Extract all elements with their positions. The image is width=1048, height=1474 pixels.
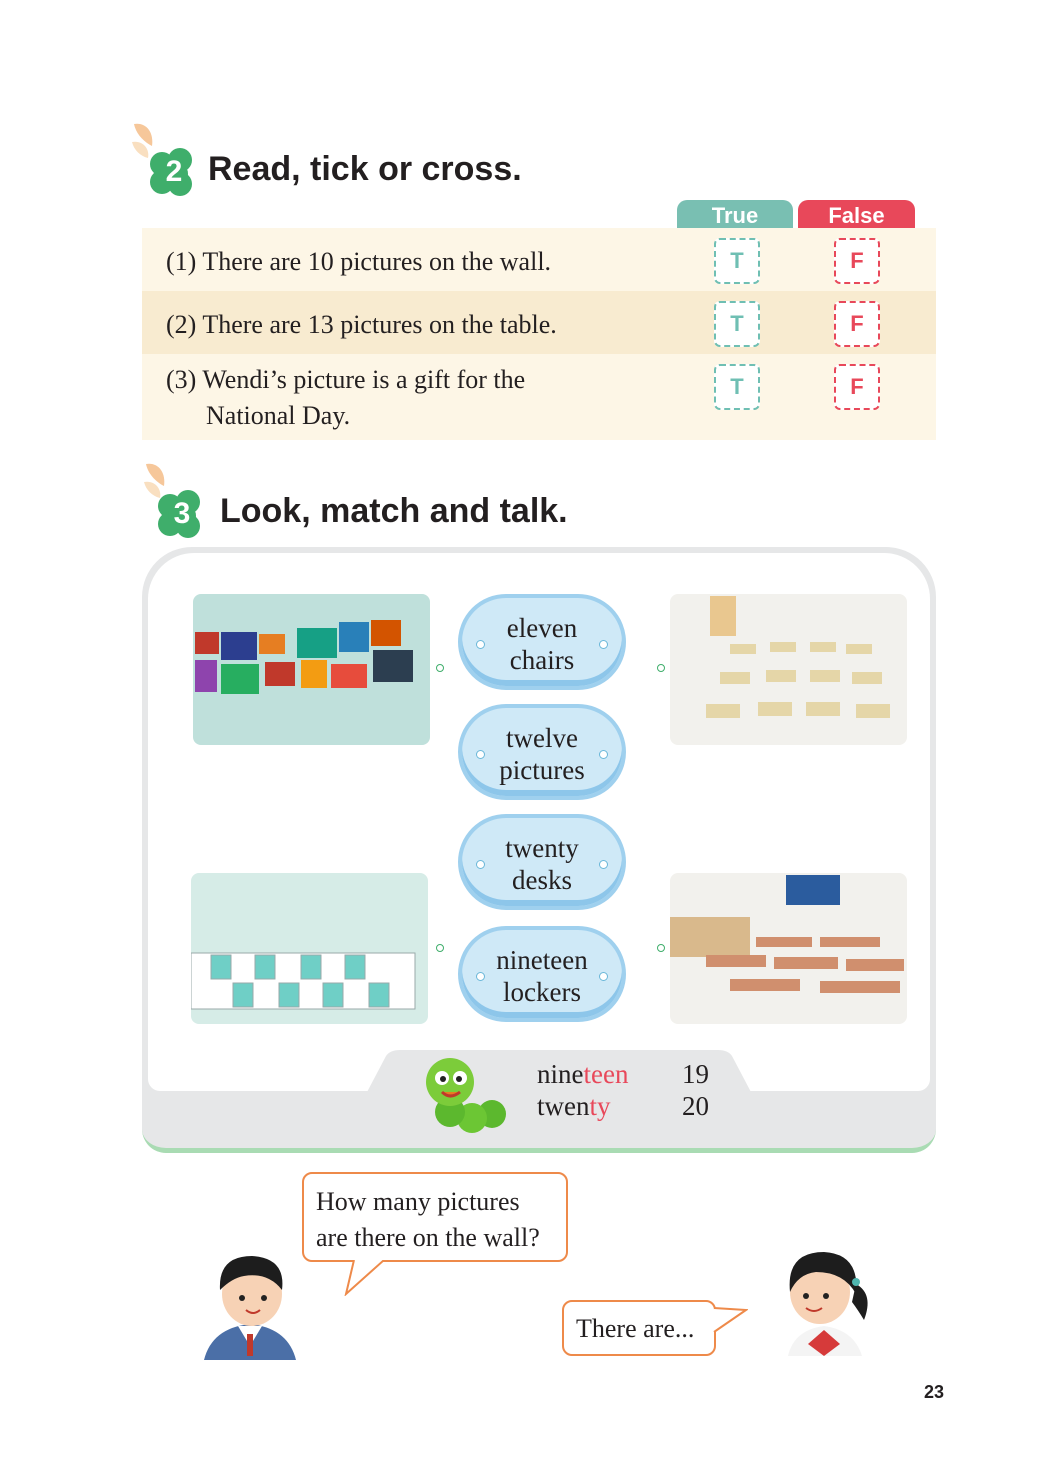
match-word-twelve-pictures[interactable] [458, 704, 626, 800]
bubble-tail [344, 1260, 394, 1296]
false-box-3[interactable]: F [834, 364, 880, 410]
false-header: False [798, 200, 915, 230]
match-word-nineteen-lockers[interactable] [458, 926, 626, 1022]
match-dot-chairs[interactable] [657, 664, 665, 672]
true-header: True [677, 200, 793, 230]
section-3-title: Look, match and talk. [220, 492, 568, 530]
girl-speech-bubble [562, 1300, 716, 1356]
page-number: 23 [924, 1382, 945, 1402]
match-dot-wall[interactable] [436, 664, 444, 672]
boy-speech-bubble [302, 1172, 568, 1262]
tip-num-20: 20 [682, 1091, 709, 1121]
pill-line: lockers [503, 977, 581, 1007]
bubble-tail [712, 1306, 748, 1336]
word-suffix: teen [583, 1059, 629, 1089]
pill-line: twenty [505, 833, 579, 863]
caterpillar-icon [420, 1052, 516, 1138]
word-suffix: ty [589, 1091, 611, 1121]
pill-line: pictures [499, 755, 585, 785]
true-box-1[interactable]: T [714, 238, 760, 284]
match-word-twenty-desks[interactable] [458, 814, 626, 910]
statement-row-1 [142, 228, 936, 291]
pill-line: chairs [509, 645, 575, 675]
match-dot-lockers[interactable] [436, 944, 444, 952]
statement-text-3-cont: National Day. [206, 401, 351, 430]
pill-line: desks [512, 865, 572, 895]
statement-text-3: (3) Wendi’s picture is a gift for the [166, 365, 526, 394]
girl-line: There are... [576, 1314, 695, 1343]
section-3-number: 3 [173, 497, 191, 530]
art-room-desks-image [670, 873, 907, 1024]
boy-character [198, 1250, 302, 1360]
statement-text-1: (1) There are 10 pictures on the wall. [166, 247, 552, 276]
match-dot-desks[interactable] [657, 944, 665, 952]
section-3-badge [158, 490, 206, 538]
section-2-badge [150, 148, 198, 196]
tip-word-twenty [537, 1090, 611, 1122]
wall-pictures-image [193, 594, 430, 745]
section-2-title: Read, tick or cross. [208, 150, 522, 188]
tip-num-19: 19 [682, 1059, 709, 1089]
statement-row-3 [142, 354, 936, 440]
true-box-3[interactable]: T [714, 364, 760, 410]
statement-text-2: (2) There are 13 pictures on the table. [166, 310, 557, 339]
false-box-1[interactable]: F [834, 238, 880, 284]
pill-line: nineteen [496, 945, 588, 975]
match-word-eleven-chairs[interactable] [458, 594, 626, 690]
statement-row-2 [142, 291, 936, 354]
girl-character [772, 1244, 876, 1356]
true-box-2[interactable]: T [714, 301, 760, 347]
pill-line: twelve [506, 723, 578, 753]
section-2-number: 2 [165, 155, 183, 188]
tip-word-nineteen [537, 1058, 628, 1090]
false-box-2[interactable]: F [834, 301, 880, 347]
boy-line-2: are there on the wall? [316, 1223, 540, 1252]
boy-line-1: How many pictures [316, 1187, 520, 1216]
lockers-image [191, 873, 428, 1024]
word-base: twen [537, 1091, 590, 1121]
word-base: nine [537, 1059, 584, 1089]
pill-line: eleven [506, 613, 578, 643]
classroom-chairs-image [670, 594, 907, 745]
